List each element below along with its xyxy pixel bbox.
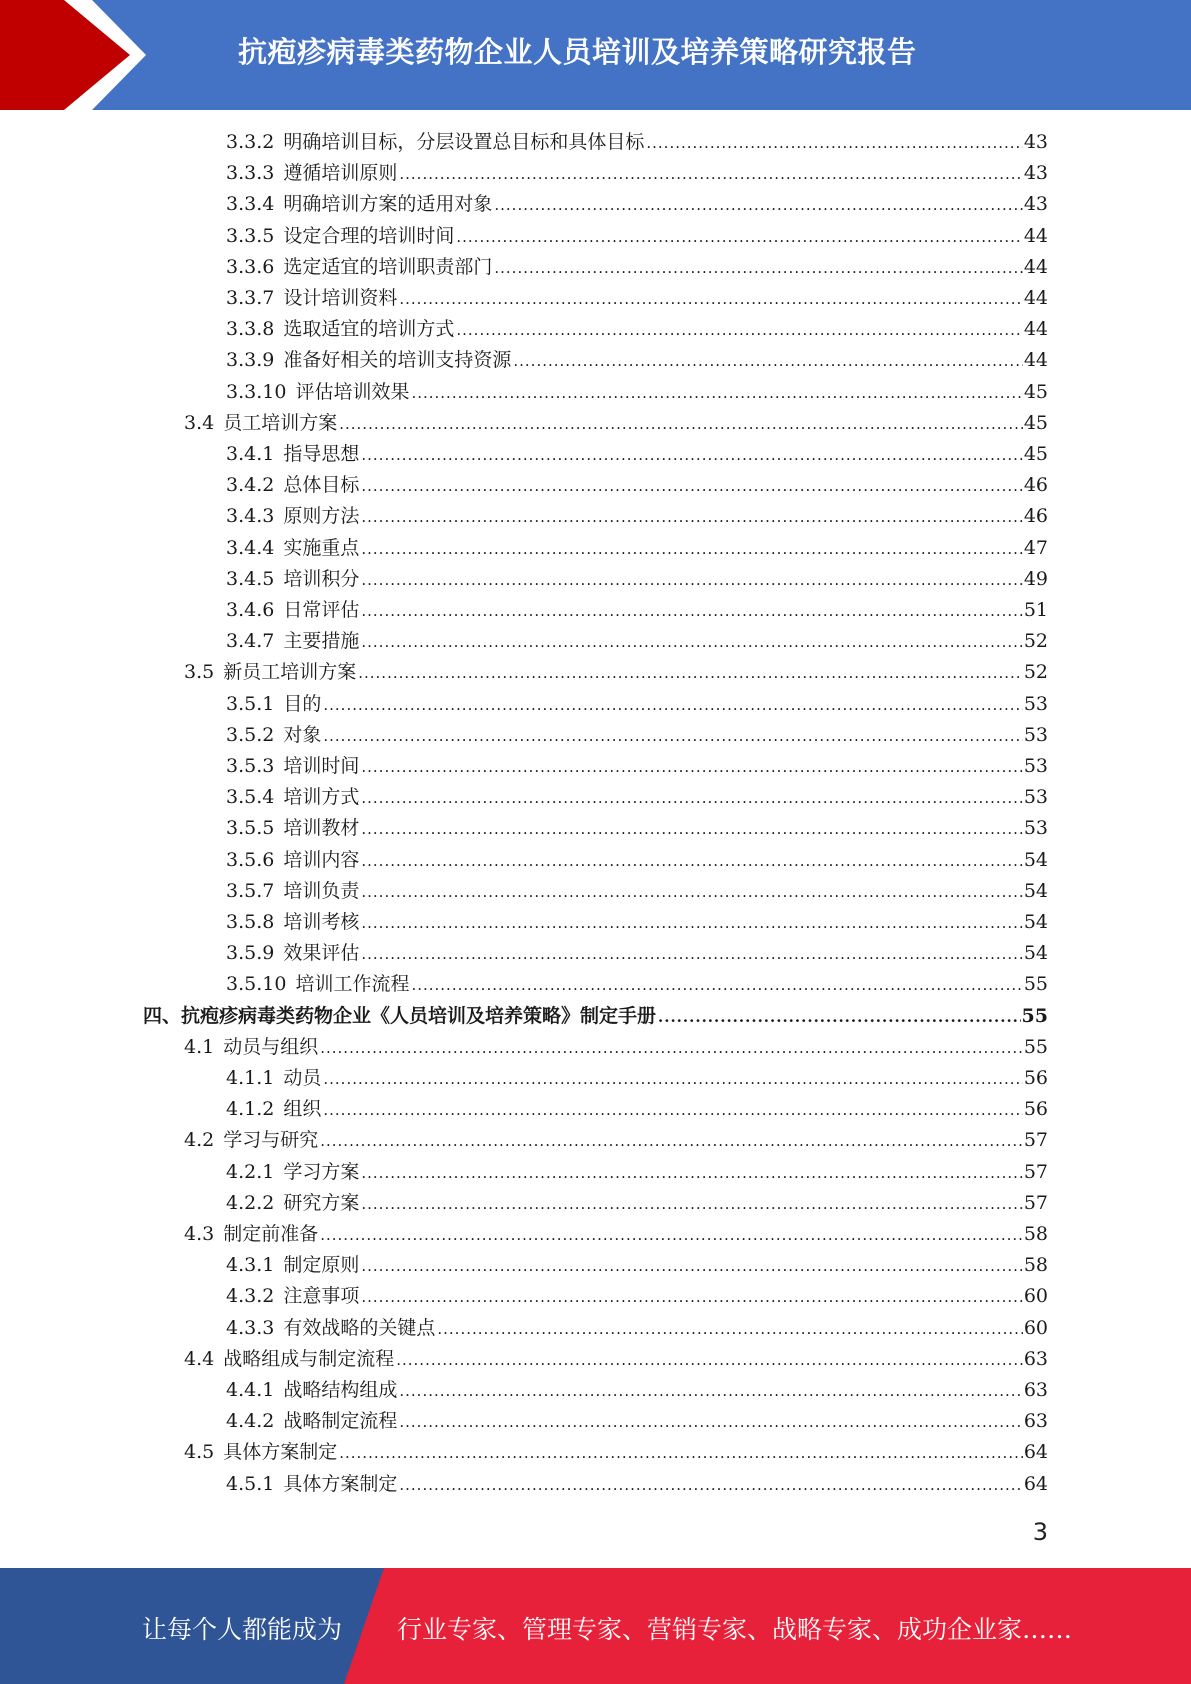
toc-entry[interactable] bbox=[226, 751, 1048, 782]
toc-entry-title: 实施重点 bbox=[283, 536, 360, 559]
toc-dot-leader bbox=[320, 1033, 1023, 1064]
toc-dot-leader bbox=[399, 284, 1022, 315]
toc-entry-title: 主要措施 bbox=[283, 630, 360, 653]
toc-entry-number: 3.5.1 bbox=[226, 692, 275, 715]
footer-slogan-right: 行业专家、管理专家、营销专家、战略专家、成功企业家…… bbox=[397, 1615, 1073, 1644]
toc-entry-page: 44 bbox=[1023, 287, 1048, 309]
toc-dot-leader bbox=[361, 565, 1022, 596]
toc-entry[interactable] bbox=[226, 720, 1048, 751]
toc-dot-leader bbox=[361, 1189, 1022, 1220]
toc-entry[interactable] bbox=[143, 1001, 1048, 1032]
toc-entry-page: 45 bbox=[1023, 443, 1048, 465]
toc-entry-number: 4.5.1 bbox=[226, 1472, 275, 1495]
toc-dot-leader bbox=[339, 409, 1023, 440]
toc-entry-number: 4.3 bbox=[184, 1223, 215, 1245]
toc-dot-leader bbox=[396, 1345, 1023, 1376]
toc-entry-title: 培训负责 bbox=[283, 879, 360, 902]
toc-entry-page: 53 bbox=[1023, 817, 1048, 840]
toc-entry-title: 选取适宜的培训方式 bbox=[283, 318, 455, 341]
toc-entry-title: 战略制定流程 bbox=[283, 1410, 398, 1433]
toc-entry-title: 明确培训目标，分层设置总目标和具体目标 bbox=[283, 131, 645, 153]
toc-entry-page: 44 bbox=[1023, 318, 1048, 341]
toc-entry[interactable] bbox=[226, 876, 1048, 907]
toc-entry-page: 47 bbox=[1023, 536, 1048, 559]
toc-dot-leader bbox=[361, 627, 1022, 658]
toc-dot-leader bbox=[320, 1126, 1023, 1157]
toc-entry[interactable] bbox=[226, 689, 1048, 720]
toc-entry-number: 3.3.9 bbox=[226, 349, 275, 372]
toc-entry[interactable] bbox=[184, 408, 1048, 439]
toc-entry[interactable] bbox=[226, 252, 1048, 283]
toc-entry-page: 45 bbox=[1023, 380, 1048, 403]
toc-entry-page: 46 bbox=[1023, 474, 1048, 497]
toc-entry-page: 64 bbox=[1023, 1472, 1048, 1495]
toc-entry-page: 43 bbox=[1023, 162, 1048, 185]
toc-entry-page: 46 bbox=[1023, 505, 1048, 528]
toc-dot-leader bbox=[411, 970, 1022, 1001]
toc-dot-leader bbox=[361, 939, 1022, 970]
toc-dot-leader bbox=[361, 502, 1022, 533]
toc-entry-number: 3.5.3 bbox=[226, 755, 275, 777]
page-header bbox=[0, 0, 1191, 110]
toc-entry-number: 4.3.2 bbox=[226, 1285, 275, 1308]
toc-entry-title: 效果评估 bbox=[283, 942, 360, 965]
toc-entry-number: 3.5.6 bbox=[226, 848, 275, 871]
toc-entry-number: 4.2.2 bbox=[226, 1191, 275, 1214]
toc-dot-leader bbox=[437, 1314, 1022, 1345]
toc-dot-leader bbox=[361, 596, 1022, 627]
toc-entry[interactable] bbox=[226, 314, 1048, 345]
toc-entry[interactable] bbox=[226, 845, 1048, 876]
toc-entry-page: 45 bbox=[1023, 411, 1048, 434]
toc-dot-leader bbox=[399, 1407, 1022, 1438]
toc-entry[interactable] bbox=[226, 1281, 1048, 1312]
toc-entry-number: 3.4.1 bbox=[226, 443, 275, 465]
toc-entry-number: 3.5.10 bbox=[226, 973, 287, 996]
page-number: 3 bbox=[1032, 1518, 1048, 1546]
toc-entry-number: 3.3.2 bbox=[226, 131, 275, 153]
toc-entry-number: 3.3.4 bbox=[226, 193, 275, 216]
toc-entry-title: 制定原则 bbox=[283, 1254, 360, 1277]
toc-entry[interactable] bbox=[226, 127, 1048, 158]
toc-entry-page: 53 bbox=[1023, 786, 1048, 809]
toc-entry-number: 3.4 bbox=[184, 411, 215, 434]
toc-entry-title: 四、抗疱疹病毒类药物企业《人员培训及培养策略》制定手册 bbox=[143, 1004, 657, 1027]
toc-entry-title: 选定适宜的培训职责部门 bbox=[283, 255, 493, 278]
toc-entry[interactable] bbox=[184, 657, 1048, 688]
toc-entry-number: 4.3.1 bbox=[226, 1254, 275, 1277]
toc-entry[interactable] bbox=[226, 1375, 1048, 1406]
toc-entry-number: 3.3.6 bbox=[226, 255, 275, 278]
toc-entry[interactable] bbox=[226, 595, 1048, 626]
toc-entry-page: 60 bbox=[1023, 1316, 1048, 1339]
toc-entry-title: 遵循培训原则 bbox=[283, 162, 398, 185]
toc-entry-page: 63 bbox=[1023, 1347, 1048, 1370]
toc-dot-leader bbox=[456, 315, 1022, 346]
toc-entry-number: 3.5.4 bbox=[226, 786, 275, 809]
toc-entry[interactable] bbox=[226, 1313, 1048, 1344]
toc-entry[interactable] bbox=[226, 1188, 1048, 1219]
toc-entry-title: 总体目标 bbox=[283, 474, 360, 497]
toc-entry-number: 3.5.5 bbox=[226, 817, 275, 840]
toc-entry-title: 明确培训方案的适用对象 bbox=[283, 193, 493, 216]
toc-entry-number: 4.4.2 bbox=[226, 1410, 275, 1433]
toc-entry-title: 准备好相关的培训支持资源 bbox=[283, 349, 512, 372]
toc-dot-leader bbox=[399, 159, 1022, 190]
toc-entry[interactable] bbox=[226, 938, 1048, 969]
toc-dot-leader bbox=[361, 814, 1022, 845]
toc-entry-title: 培训方式 bbox=[283, 786, 360, 809]
toc-entry-page: 53 bbox=[1023, 692, 1048, 715]
toc-entry[interactable] bbox=[226, 1063, 1048, 1094]
toc-entry-title: 制定前准备 bbox=[223, 1223, 319, 1245]
toc-entry[interactable] bbox=[226, 345, 1048, 376]
toc-entry[interactable] bbox=[226, 1250, 1048, 1281]
toc-dot-leader bbox=[323, 1095, 1022, 1126]
toc-entry-title: 动员与组织 bbox=[223, 1035, 319, 1058]
toc-entry-title: 员工培训方案 bbox=[223, 411, 338, 434]
toc-dot-leader bbox=[361, 877, 1022, 908]
toc-entry-page: 56 bbox=[1023, 1098, 1048, 1121]
toc-entry[interactable] bbox=[226, 564, 1048, 595]
toc-entry-title: 设定合理的培训时间 bbox=[283, 224, 455, 247]
toc-entry-number: 3.5 bbox=[184, 661, 215, 684]
toc-dot-leader bbox=[399, 1470, 1022, 1501]
toc-entry-title: 日常评估 bbox=[283, 599, 360, 621]
toc-entry-number: 4.1.2 bbox=[226, 1098, 275, 1121]
toc-entry-number: 3.4.6 bbox=[226, 599, 275, 621]
toc-entry-number: 4.2 bbox=[184, 1129, 215, 1152]
toc-entry[interactable] bbox=[226, 907, 1048, 938]
toc-entry-page: 57 bbox=[1023, 1160, 1048, 1183]
toc-entry-title: 动员 bbox=[283, 1067, 322, 1089]
toc-entry-title: 组织 bbox=[283, 1098, 322, 1121]
document-title: 抗疱疹病毒类药物企业人员培训及培养策略研究报告 bbox=[238, 35, 917, 69]
toc-dot-leader bbox=[361, 534, 1022, 565]
toc-entry[interactable] bbox=[226, 782, 1048, 813]
toc-entry-page: 63 bbox=[1023, 1410, 1048, 1433]
toc-entry-title: 学习与研究 bbox=[223, 1129, 319, 1152]
toc-entry[interactable] bbox=[184, 1032, 1048, 1063]
toc-entry[interactable] bbox=[184, 1344, 1048, 1375]
toc-entry-page: 54 bbox=[1023, 911, 1048, 933]
toc-entry-number: 3.4.4 bbox=[226, 536, 275, 559]
toc-entry-page: 44 bbox=[1023, 255, 1048, 278]
toc-entry-page: 57 bbox=[1023, 1191, 1048, 1214]
toc-entry-title: 有效战略的关键点 bbox=[283, 1316, 436, 1339]
toc-dot-leader bbox=[320, 1220, 1023, 1251]
toc-dot-leader bbox=[494, 190, 1022, 221]
toc-entry-page: 44 bbox=[1023, 349, 1048, 372]
toc-entry-page: 63 bbox=[1023, 1379, 1048, 1401]
footer-slogan-left: 让每个人都能成为 bbox=[142, 1615, 343, 1644]
toc-entry[interactable] bbox=[226, 221, 1048, 252]
toc-entry-page: 54 bbox=[1023, 848, 1048, 871]
toc-entry[interactable] bbox=[226, 470, 1048, 501]
toc-entry-page: 54 bbox=[1023, 879, 1048, 902]
toc-entry-title: 具体方案制定 bbox=[283, 1472, 398, 1495]
toc-entry[interactable] bbox=[226, 377, 1048, 408]
toc-entry-page: 56 bbox=[1023, 1067, 1048, 1089]
toc-entry-number: 4.1.1 bbox=[226, 1067, 275, 1089]
toc-entry[interactable] bbox=[226, 283, 1048, 314]
toc-entry[interactable] bbox=[226, 813, 1048, 844]
toc-dot-leader bbox=[361, 1158, 1022, 1189]
toc-entry-title: 具体方案制定 bbox=[223, 1441, 338, 1464]
toc-dot-leader bbox=[358, 658, 1023, 689]
toc-entry-title: 培训积分 bbox=[283, 567, 360, 590]
toc-entry-page: 64 bbox=[1023, 1441, 1048, 1464]
toc-entry-number: 4.3.3 bbox=[226, 1316, 275, 1339]
toc-entry[interactable] bbox=[184, 1219, 1048, 1250]
toc-dot-leader bbox=[361, 1251, 1022, 1282]
toc-entry-number: 3.5.2 bbox=[226, 723, 275, 746]
toc-dot-leader bbox=[339, 1438, 1023, 1469]
toc-entry-number: 4.5 bbox=[184, 1441, 215, 1464]
toc-entry[interactable] bbox=[226, 1469, 1048, 1500]
toc-entry[interactable] bbox=[226, 1094, 1048, 1125]
toc-entry[interactable] bbox=[184, 1125, 1048, 1156]
toc-dot-leader bbox=[658, 1002, 1021, 1033]
toc-entry-page: 43 bbox=[1023, 193, 1048, 216]
toc-entry-page: 53 bbox=[1023, 723, 1048, 746]
toc-entry-page: 58 bbox=[1023, 1223, 1048, 1245]
toc-entry-number: 3.4.7 bbox=[226, 630, 275, 653]
toc-entry-title: 培训内容 bbox=[283, 848, 360, 871]
toc-entry-title: 新员工培训方案 bbox=[223, 661, 357, 684]
toc-entry-title: 原则方法 bbox=[283, 505, 360, 528]
toc-entry-number: 3.5.8 bbox=[226, 911, 275, 933]
toc-dot-leader bbox=[361, 846, 1022, 877]
toc-entry-title: 培训工作流程 bbox=[295, 973, 410, 996]
toc-entry-title: 目的 bbox=[283, 692, 322, 715]
toc-dot-leader bbox=[646, 128, 1022, 159]
toc-entry-page: 55 bbox=[1021, 1004, 1048, 1027]
toc-entry-number: 3.3.3 bbox=[226, 162, 275, 185]
toc-entry-page: 53 bbox=[1023, 755, 1048, 777]
toc-entry-number: 3.4.5 bbox=[226, 567, 275, 590]
toc-entry-page: 44 bbox=[1023, 224, 1048, 247]
toc-entry-title: 研究方案 bbox=[283, 1191, 360, 1214]
toc-dot-leader bbox=[361, 471, 1022, 502]
toc-entry-title: 培训教材 bbox=[283, 817, 360, 840]
toc-entry-page: 57 bbox=[1023, 1129, 1048, 1152]
toc-entry-number: 3.4.3 bbox=[226, 505, 275, 528]
toc-dot-leader bbox=[399, 1376, 1022, 1407]
toc-dot-leader bbox=[323, 1064, 1022, 1095]
toc-entry-title: 指导思想 bbox=[283, 443, 360, 465]
toc-entry-title: 设计培训资料 bbox=[283, 287, 398, 309]
toc-entry[interactable] bbox=[226, 158, 1048, 189]
toc-dot-leader bbox=[361, 1282, 1022, 1313]
toc-dot-leader bbox=[323, 690, 1022, 721]
toc-entry[interactable] bbox=[226, 1157, 1048, 1188]
toc-entry-title: 学习方案 bbox=[283, 1160, 360, 1183]
toc-entry-page: 60 bbox=[1023, 1285, 1048, 1308]
toc-entry[interactable] bbox=[226, 1406, 1048, 1437]
toc-entry[interactable] bbox=[226, 533, 1048, 564]
toc-entry-page: 58 bbox=[1023, 1254, 1048, 1277]
toc-entry[interactable] bbox=[226, 501, 1048, 532]
toc-entry-page: 52 bbox=[1023, 630, 1048, 653]
toc-entry-page: 49 bbox=[1023, 567, 1048, 590]
toc-dot-leader bbox=[361, 440, 1022, 471]
toc-entry-number: 3.5.7 bbox=[226, 879, 275, 902]
toc-entry-number: 3.5.9 bbox=[226, 942, 275, 965]
toc-dot-leader bbox=[456, 222, 1022, 253]
toc-entry-number: 3.3.5 bbox=[226, 224, 275, 247]
toc-entry-number: 4.2.1 bbox=[226, 1160, 275, 1183]
toc-entry-number: 3.3.7 bbox=[226, 287, 275, 309]
toc-dot-leader bbox=[323, 721, 1022, 752]
toc-entry-number: 3.3.8 bbox=[226, 318, 275, 341]
toc-entry-number: 3.3.10 bbox=[226, 380, 287, 403]
toc-entry-title: 战略结构组成 bbox=[283, 1379, 398, 1401]
toc-dot-leader bbox=[361, 752, 1022, 783]
toc-entry-number: 4.4 bbox=[184, 1347, 215, 1370]
toc-entry-number: 4.1 bbox=[184, 1035, 215, 1058]
toc-entry-page: 52 bbox=[1023, 661, 1048, 684]
page-footer bbox=[0, 1568, 1191, 1684]
toc-entry-title: 战略组成与制定流程 bbox=[223, 1347, 395, 1370]
toc-dot-leader bbox=[361, 783, 1022, 814]
toc-entry-page: 54 bbox=[1023, 942, 1048, 965]
toc-entry-title: 培训时间 bbox=[283, 755, 360, 777]
toc-entry-page: 55 bbox=[1023, 973, 1048, 996]
toc-entry-page: 43 bbox=[1023, 131, 1048, 153]
toc-entry-page: 55 bbox=[1023, 1035, 1048, 1058]
toc-entry-title: 评估培训效果 bbox=[295, 380, 410, 403]
toc-entry[interactable] bbox=[184, 1437, 1048, 1468]
toc-dot-leader bbox=[411, 378, 1022, 409]
toc-entry-title: 注意事项 bbox=[283, 1285, 360, 1308]
toc-entry-number: 4.4.1 bbox=[226, 1379, 275, 1401]
toc-entry[interactable] bbox=[226, 189, 1048, 220]
toc-entry[interactable] bbox=[226, 439, 1048, 470]
header-arrow-decoration bbox=[0, 0, 160, 110]
toc-entry[interactable] bbox=[226, 969, 1048, 1000]
toc-dot-leader bbox=[494, 253, 1022, 284]
toc-dot-leader bbox=[361, 908, 1022, 939]
toc-entry-page: 51 bbox=[1023, 599, 1048, 621]
toc-entry-title: 对象 bbox=[283, 723, 322, 746]
toc-entry-number: 3.4.2 bbox=[226, 474, 275, 497]
toc-dot-leader bbox=[513, 346, 1022, 377]
toc-entry-title: 培训考核 bbox=[283, 911, 360, 933]
toc-entry[interactable] bbox=[226, 626, 1048, 657]
